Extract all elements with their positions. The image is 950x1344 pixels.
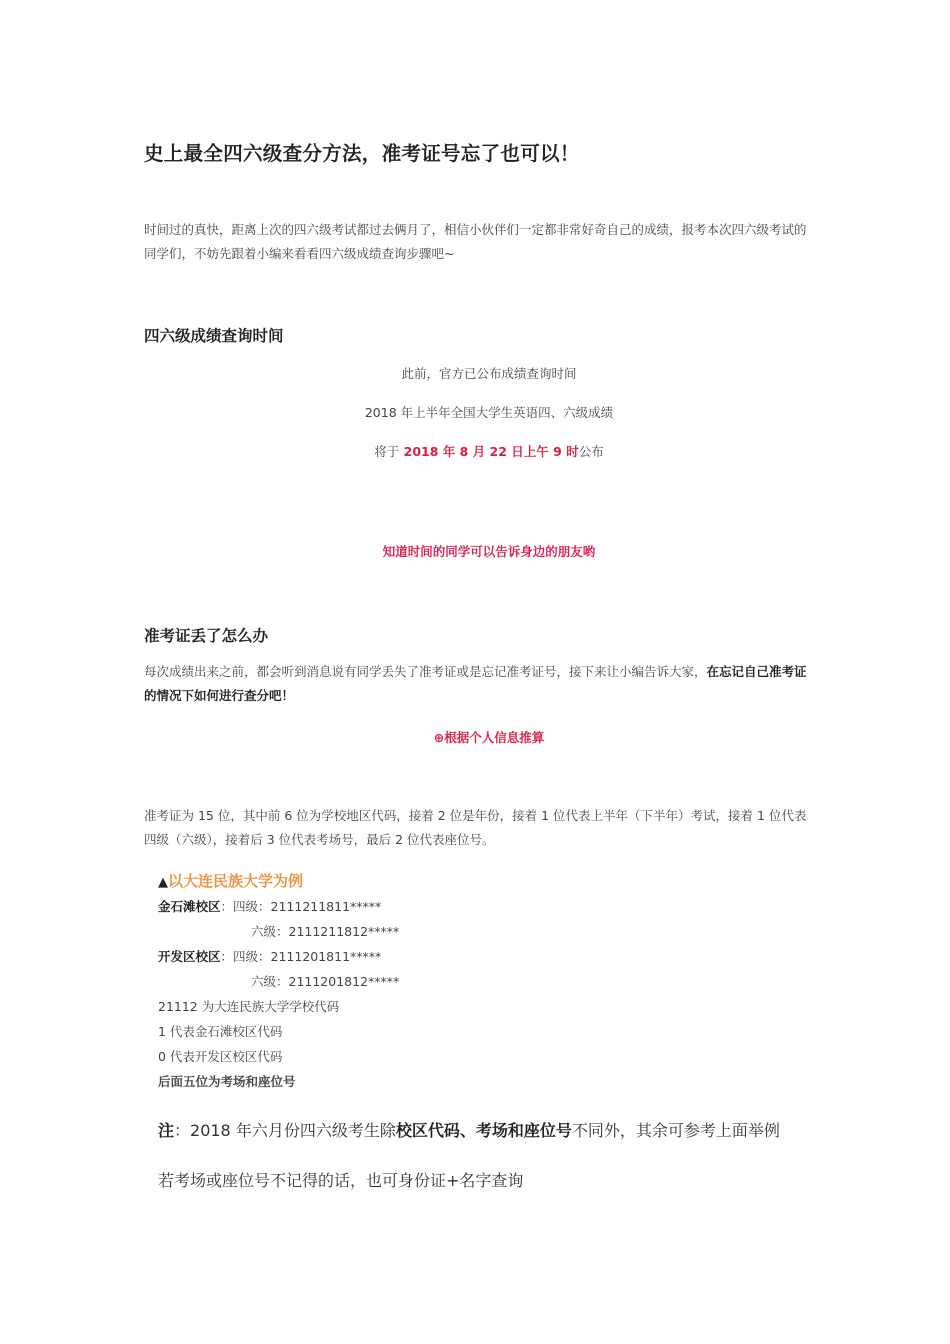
share-note: 知道时间的同学可以告诉身边的朋友哟 <box>382 544 596 559</box>
code-note-campus2: 0 代表开发区校区代码 <box>158 1049 283 1064</box>
query-time-line-2: 2018 年上半年全国大学生英语四、六级成绩 <box>364 405 614 420</box>
code-note-seat: 后面五位为考场和座位号 <box>158 1074 296 1089</box>
method-label: 根据个人信息推算 <box>444 730 545 745</box>
lost-ticket-text: 每次成绩出来之前，都会听到消息说有同学丢失了准考证或是忘记准考证号，接下来让小编告诉大家， <box>144 664 707 679</box>
example-title: 以大连民族大学为例 <box>168 872 304 890</box>
campus2-label: 开发区校区 <box>158 949 221 964</box>
note-line-2: 若考场或座位号不记得的话，也可身份证+名字查询 <box>158 1171 524 1190</box>
query-time-line-1: 此前，官方已公布成绩查询时间 <box>401 366 577 381</box>
campus2-cet4-number: ：四级：2111201811***** <box>220 949 382 964</box>
triangle-up-icon: ▲ <box>158 875 168 890</box>
note-label: 注 <box>158 1121 175 1140</box>
method-title <box>144 728 834 746</box>
campus1-label: 金石滩校区 <box>158 899 221 914</box>
campus1-cet4-number: ：四级：2111211811***** <box>220 899 382 914</box>
code-note-campus1: 1 代表金石滩校区代码 <box>158 1024 283 1039</box>
example-heading <box>158 870 303 891</box>
intro-paragraph: 时间过的真快，距离上次的四六级考试都过去俩月了，相信小伙伴们一定都非常好奇自己的成绩，报考本次四六级考试的同学们，不妨先跟着小编来看看四六级成绩查询步骤吧~ <box>144 222 807 261</box>
release-suffix: 公布 <box>578 444 604 459</box>
plus-circle-icon: ⊕ <box>433 730 445 745</box>
ticket-format-explanation: 准考证为 15 位，其中前 6 位为学校地区代码，接着 2 位是年份，接着 1 位代表上半年（下半年）考试，接着 1 位代表四级（六级），接着后 3 位代表考场号，最后 2 位代表座位号。 <box>144 808 807 847</box>
release-prefix: 将于 <box>374 444 400 459</box>
note-bold-text: 校区代码、考场和座位号 <box>395 1121 572 1140</box>
article-title: 史上最全四六级查分方法，准考证号忘了也可以！ <box>144 142 580 165</box>
campus1-cet4 <box>158 897 381 915</box>
section-heading-query-time: 四六级成绩查询时间 <box>144 327 284 345</box>
release-date-highlight: 2018 年 8 月 22 日上午 9 时 <box>399 444 579 459</box>
code-note-school: 21112 为大连民族大学学校代码 <box>158 999 340 1014</box>
lost-ticket-bold-text: 在忘记自己准考证的情况下如何进行查分吧！ <box>144 664 807 703</box>
note-text-1: ：2018 年六月份四六级考生除 <box>174 1121 396 1140</box>
section-heading-lost-ticket: 准考证丢了怎么办 <box>144 627 269 645</box>
campus2-cet6-number: 六级：2111201812***** <box>251 974 400 989</box>
campus2-cet4 <box>158 947 381 965</box>
campus1-cet6-number: 六级：2111211812***** <box>251 924 400 939</box>
note-paragraph <box>158 1118 808 1143</box>
note-text-2: 不同外，其余可参考上面举例 <box>571 1121 780 1140</box>
query-time-line-3 <box>144 442 834 460</box>
lost-ticket-paragraph <box>144 660 808 708</box>
